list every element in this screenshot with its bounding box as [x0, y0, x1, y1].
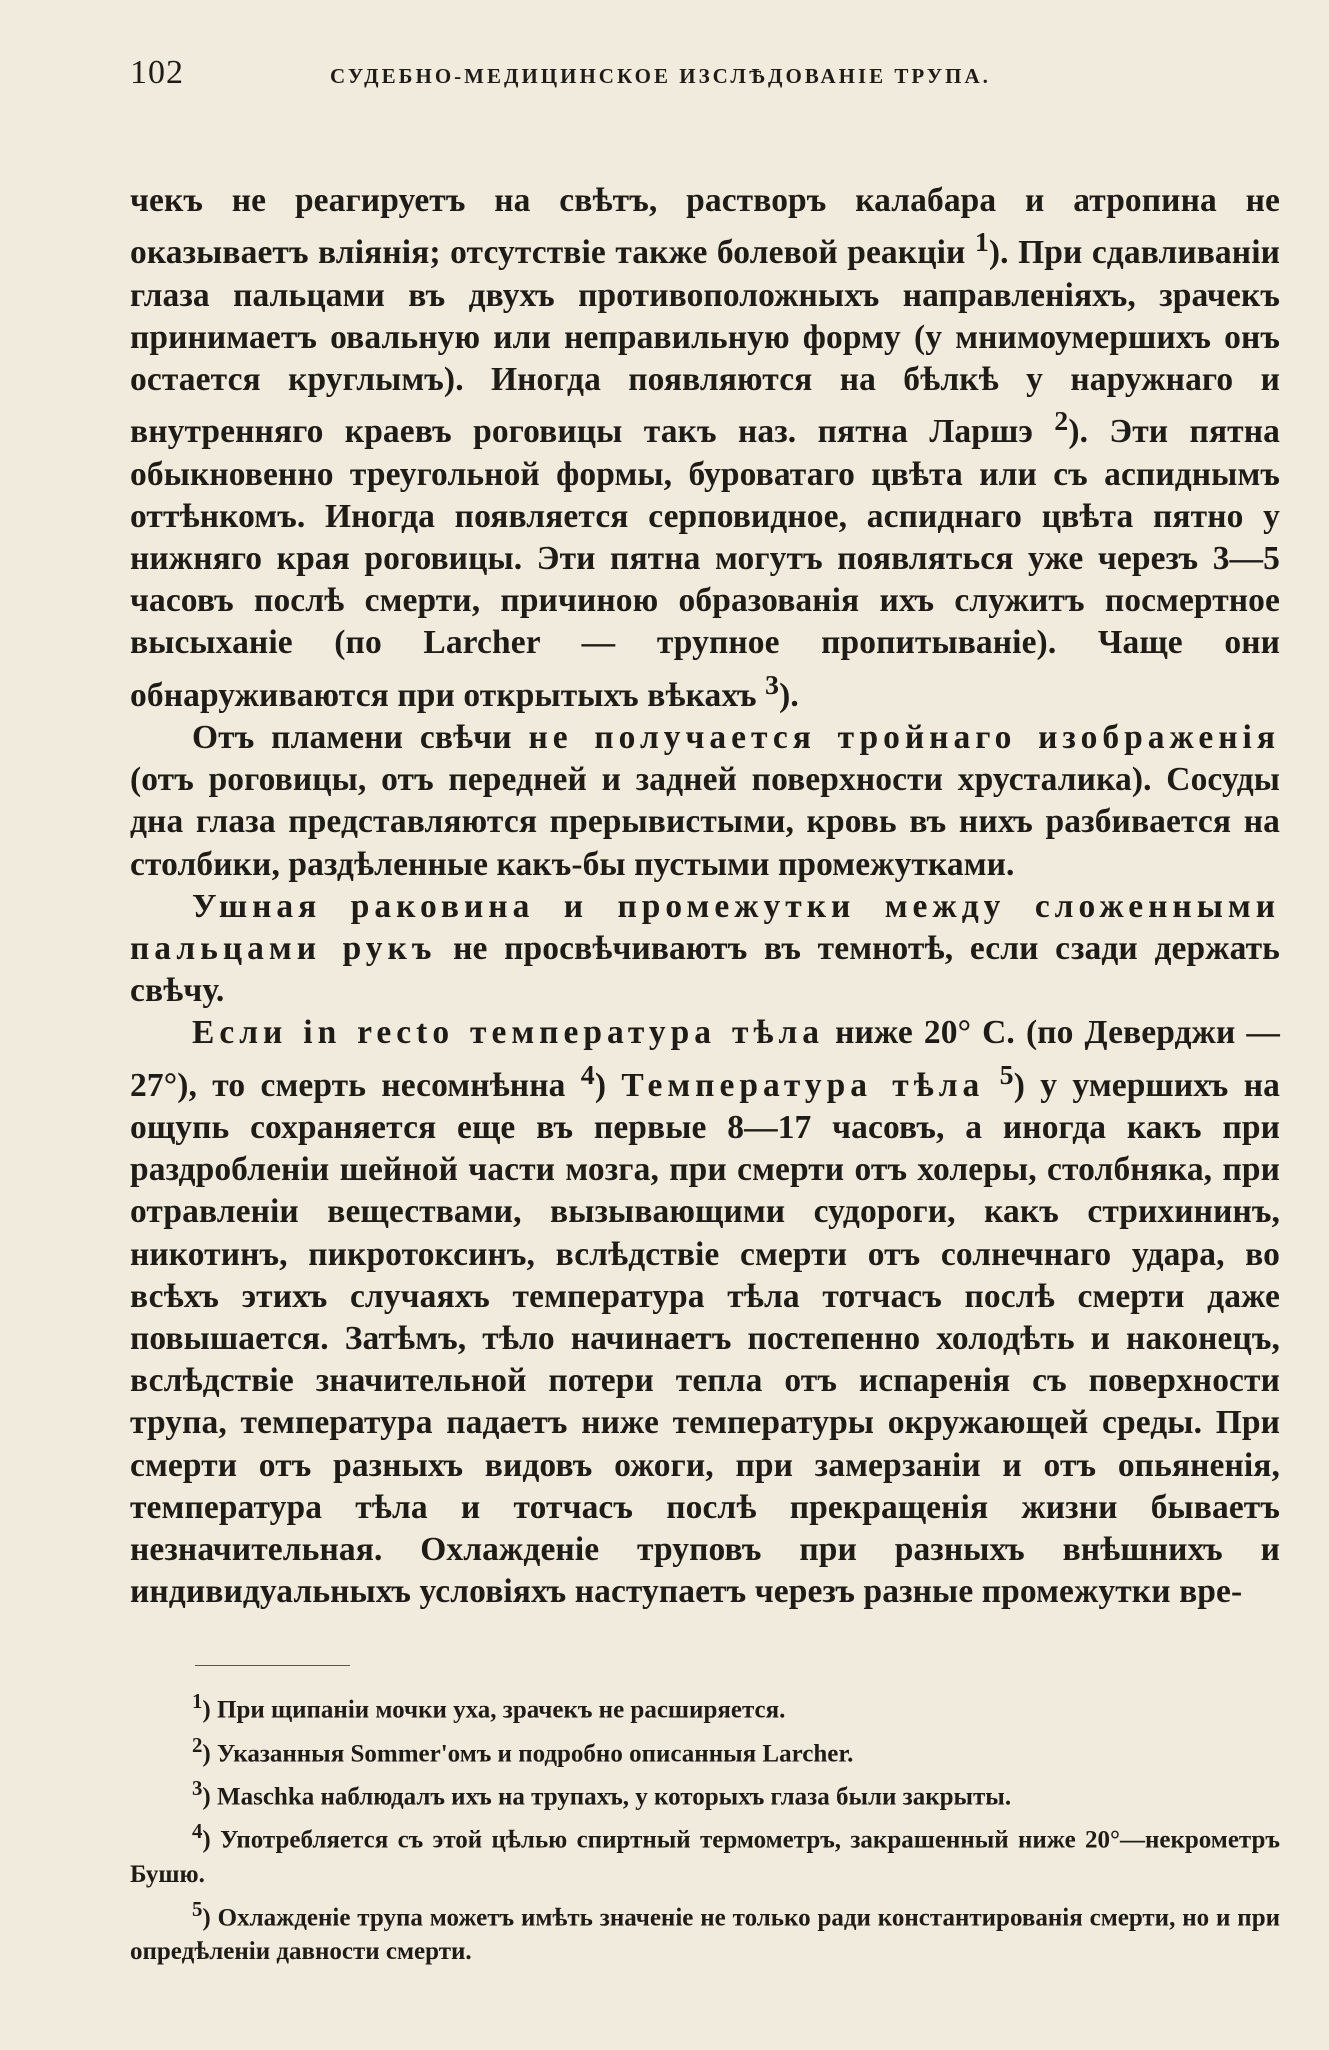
footnote: $^4$) Употребляется съ этой цѣлью спиртный термометръ, закрашенный ниже 20°—некрометръ Бушю. [130, 1819, 1280, 1888]
body-text [130, 180, 1280, 1613]
paragraph-continuation: чекъ не реагируетъ на свѣтъ, растворъ калабара и атропина не оказываетъ вліянія; отсутствіе также болевой реакціи $^1$). При сдавливаніи глаза пальцами въ двухъ противоположныхъ направленіяхъ, зрачекъ принимаетъ овальную или неправильную форму (у мнимоумершихъ онъ остается круглымъ). Иногда появляются на бѣлкѣ у наружнаго и внутренняго краевъ роговицы такъ наз. пятна Ларшэ $^2$). Эти пятна обыкновенно треугольной формы, буроватаго цвѣта или съ аспиднымъ оттѣнкомъ. Иногда появляется серповидное, аспиднаго цвѣта пятно у нижняго края роговицы. Эти пятна могутъ появляться уже черезъ 3—5 часовъ послѣ смерти, причиною образованія ихъ служитъ посмертное высыханіе (по Larcher — трупное пропитываніе). Чаще они обнаруживаются при открытыхъ вѣкахъ $^3$). [130, 182, 1280, 714]
footnote: $^5$) Охлажденіе трупа можетъ имѣть значеніе не только ради константированія смерти, но и при опредѣленіи давности смерти. [130, 1896, 1281, 1965]
footnotes [130, 1684, 1280, 1969]
footnote-ref-4: 4 [580, 1059, 595, 1091]
footnote: $^1$) При щипаніи мочки уха, зрачекъ не расширяется. [192, 1689, 786, 1724]
running-head: СУДЕБНО-МЕДИЦИНСКОЕ ИЗСЛѢДОВАНІЕ ТРУПА. [330, 64, 991, 88]
page-number: 102 [130, 54, 184, 91]
footnote-ref-3: 3 [765, 669, 780, 701]
emphasis-text: не получается тройнаго изображенія [528, 718, 1280, 756]
book-page [130, 50, 1280, 1969]
paragraph-candle-flame: Отъ пламени свѣчи не получается тройнаго изображенія (отъ роговицы, отъ передней и задней поверхности хрусталика). Сосуды дна глаза представляются прерывистыми, кровь въ нихъ разбивается на столбики, раздѣленные какъ-бы пустыми промежутками. [130, 718, 1280, 883]
paragraph-temperature: Если in recto температура тѣла ниже 20° С. (по Деверджи — 27°), то смерть несомнѣнна $^4$) Температура тѣла $^5$) у умершихъ на ощупь сохраняется еще въ первые 8—17 часовъ, а иногда какъ при раздробленіи шейной части мозга, при смерти отъ холеры, столбняка, при отравленіи веществами, вызывающими судороги, какъ стрихининъ, никотинъ, пикротоксинъ, вслѣдствіе смерти отъ солнечнаго удара, во всѣхъ этихъ случаяхъ температура тѣла тотчасъ послѣ смерти даже повышается. Затѣмъ, тѣло начинаетъ постепенно холодѣть и наконецъ, вслѣдствіе значительной потери тепла отъ испаренія съ поверхности трупа, температура падаетъ ниже температуры окружающей среды. При смерти отъ разныхъ видовъ ожоги, при замерзаніи и отъ опьяненія, температура тѣла и тотчасъ послѣ прекращенія жизни бываетъ незначительная. Охлажденіе труповъ при разныхъ внѣшнихъ и индивидуальныхъ условіяхъ наступаетъ черезъ разные промежутки вре- [130, 1014, 1280, 1611]
footnote-ref-1: 1 [974, 227, 989, 259]
page-header [130, 50, 1280, 100]
footnote-ref-2: 2 [1054, 406, 1069, 438]
emphasis-text: Если in recto температура тѣла [192, 1014, 825, 1052]
footnote: $^3$) Maschka наблюдалъ ихъ на трупахъ, у которыхъ глаза были закрыты. [192, 1775, 1012, 1811]
footnote: $^2$) Указанныя Sommer'омъ и подробно описанныя Larcher. [192, 1732, 854, 1767]
emphasis-text: Температура тѣла [621, 1066, 985, 1104]
paragraph-auricle: Ушная раковина и промежутки между сложенными пальцами рукъ не просвѣчиваютъ въ темнотѣ, если сзади держать свѣчу. [130, 887, 1280, 1010]
emphasis-text: Ушная раковина и промежутки между сложенными пальцами рукъ [130, 887, 1280, 967]
footnote-divider [195, 1665, 350, 1666]
footnote-ref-5: 5 [999, 1059, 1014, 1091]
